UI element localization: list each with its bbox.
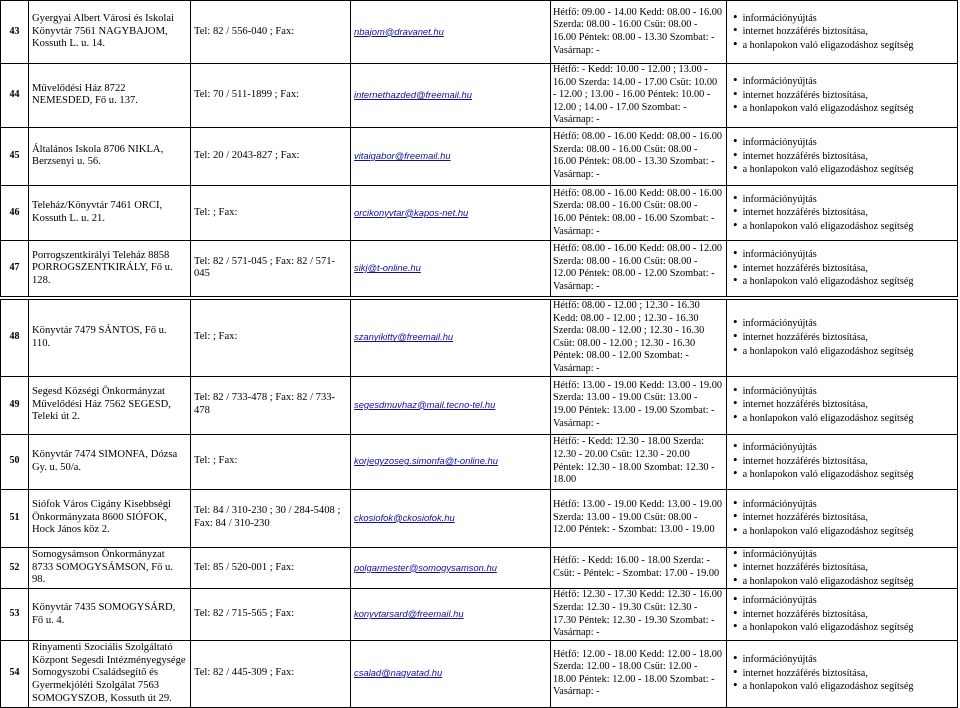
service-item: • internet hozzáférés biztosítása, — [733, 89, 954, 103]
table-row — [1, 376, 958, 434]
service-item: • információnyújtás — [733, 653, 954, 667]
table-row — [1, 127, 958, 185]
email-cell — [351, 1, 551, 64]
email-cell — [351, 240, 551, 296]
email-link[interactable]: sikj@t-online.hu — [354, 262, 421, 274]
email-link[interactable]: internethazded@freemail.hu — [354, 89, 472, 101]
service-item: • információnyújtás — [733, 248, 954, 262]
table-row — [1, 299, 958, 376]
email-cell — [351, 376, 551, 434]
email-link[interactable]: konyvtarsard@freemail.hu — [354, 608, 464, 620]
service-item: • internet hozzáférés biztosítása, — [733, 455, 954, 469]
services-list — [727, 240, 958, 296]
table-row — [1, 434, 958, 489]
service-item: • a honlapokon való eligazodáshoz segítség — [733, 621, 954, 635]
table-row — [1, 240, 958, 296]
opening-hours: Hétfő: 08.00 - 12.00 ; 12.30 - 16.30 Kedd: 08.00 - 12.00 ; 12.30 - 16.30 Szerda: 08.00 - 12.00 ; 12.30 - 16.30 Csüt: 08.00 - 12.00 ; 12.30 - 16.30 Péntek: 08.00 - 12.00 Szombat: - Vasárnap: - — [551, 299, 727, 376]
email-link[interactable]: ckosiofok@ckosiofok.hu — [354, 511, 455, 523]
service-item: • információnyújtás — [733, 548, 954, 562]
services-list — [727, 547, 958, 589]
service-item: • internet hozzáférés biztosítása, — [733, 150, 954, 164]
service-item: • információnyújtás — [733, 12, 954, 26]
phone-fax: Tel: 70 / 511-1899 ; Fax: — [191, 64, 351, 128]
email-link[interactable]: csalad@nagyatad.hu — [354, 667, 443, 679]
opening-hours: Hétfő: 13.00 - 19.00 Kedd: 13.00 - 19.00 Szerda: 13.00 - 19.00 Csüt: 13.00 - 19.00 Péntek: 13.00 - 19.00 Szombat: - Vasárnap: - — [551, 376, 727, 434]
email-cell — [351, 489, 551, 547]
row-number: 44 — [1, 64, 29, 128]
service-item: • információnyújtás — [733, 136, 954, 150]
service-item: • internet hozzáférés biztosítása, — [733, 511, 954, 525]
service-item: • internet hozzáférés biztosítása, — [733, 25, 954, 39]
table-row — [1, 64, 958, 128]
phone-fax: Tel: ; Fax: — [191, 185, 351, 240]
institution-name: Porrogszentkirályi Teleház 8858 PORROGSZENTKIRÁLY, Fő u. 128. — [29, 240, 191, 296]
email-cell — [351, 185, 551, 240]
institution-name: Művelődési Ház 8722 NEMESDED, Fő u. 137. — [29, 64, 191, 128]
service-item: • a honlapokon való eligazodáshoz segítség — [733, 102, 954, 116]
institution-name: Könyvtár 7474 SIMONFA, Dózsa Gy. u. 50/a. — [29, 434, 191, 489]
institution-name: Somogysámson Önkormányzat 8733 SOMOGYSÁMSON, Fő u. 98. — [29, 547, 191, 589]
opening-hours: Hétfő: 08.00 - 16.00 Kedd: 08.00 - 16.00 Szerda: 08.00 - 16.00 Csüt: 08.00 - 16.00 Péntek: 08.00 - 13.30 Szombat: - Vasárnap: - — [551, 127, 727, 185]
phone-fax: Tel: 82 / 715-565 ; Fax: — [191, 589, 351, 640]
phone-fax: Tel: 84 / 310-230 ; 30 / 284-5408 ; Fax: 84 / 310-230 — [191, 489, 351, 547]
service-item: • információnyújtás — [733, 385, 954, 399]
table-row — [1, 640, 958, 707]
institution-name: Teleház/Könyvtár 7461 ORCI, Kossuth L. u. 21. — [29, 185, 191, 240]
table-row — [1, 489, 958, 547]
service-item: • információnyújtás — [733, 317, 954, 331]
table-row — [1, 547, 958, 589]
row-number: 52 — [1, 547, 29, 589]
services-list — [727, 489, 958, 547]
row-number: 49 — [1, 376, 29, 434]
services-list — [727, 127, 958, 185]
phone-fax: Tel: ; Fax: — [191, 434, 351, 489]
email-link[interactable]: nbajom@dravanet.hu — [354, 25, 444, 37]
email-cell — [351, 434, 551, 489]
opening-hours: Hétfő: 12.30 - 17.30 Kedd: 12.30 - 16.00 Szerda: 12.30 - 19.30 Csüt: 12.30 - 17.30 Péntek: 12.30 - 19.30 Szombat: - Vasárnap: - — [551, 589, 727, 640]
row-number: 50 — [1, 434, 29, 489]
phone-fax: Tel: 20 / 2043-827 ; Fax: — [191, 127, 351, 185]
service-item: • a honlapokon való eligazodáshoz segítség — [733, 345, 954, 359]
opening-hours: Hétfő: 08.00 - 16.00 Kedd: 08.00 - 12.00 Szerda: 08.00 - 16.00 Csüt: 08.00 - 12.00 Péntek: 08.00 - 12.00 Szombat: - Vasárnap: - — [551, 240, 727, 296]
services-list — [727, 185, 958, 240]
institution-name: Rinyamenti Szociális Szolgáltató Központ Segesdi Intézményegysége Somogyszobi Családsegítő és Gyermekjóléti Szolgálat 7563 SOMOGYSZOB, Kossuth út 29. — [29, 640, 191, 707]
service-item: • a honlapokon való eligazodáshoz segítség — [733, 163, 954, 177]
table-row — [1, 589, 958, 640]
service-item: • internet hozzáférés biztosítása, — [733, 667, 954, 681]
row-number: 47 — [1, 240, 29, 296]
opening-hours: Hétfő: - Kedd: 12.30 - 18.00 Szerda: 12.30 - 20.00 Csüt: 12.30 - 20.00 Péntek: 12.30 - 18.00 Szombat: 12.30 - 18.00 — [551, 434, 727, 489]
phone-fax: Tel: 82 / 556-040 ; Fax: — [191, 1, 351, 64]
table-row — [1, 1, 958, 64]
service-item: • a honlapokon való eligazodáshoz segítség — [733, 468, 954, 482]
services-list — [727, 640, 958, 707]
row-number: 54 — [1, 640, 29, 707]
email-link[interactable]: szanyikitty@freemail.hu — [354, 331, 454, 343]
email-link[interactable]: orcikonyvtar@kapos-net.hu — [354, 206, 469, 218]
table-body — [1, 1, 958, 708]
service-item: • a honlapokon való eligazodáshoz segítség — [733, 575, 954, 589]
institution-name: Siófok Város Cigány Kisebbségi Önkormányzata 8600 SIÓFOK, Hock János köz 2. — [29, 489, 191, 547]
email-cell — [351, 547, 551, 589]
service-item: • a honlapokon való eligazodáshoz segítség — [733, 525, 954, 539]
email-link[interactable]: vitaigabor@freemail.hu — [354, 150, 451, 162]
service-item: • információnyújtás — [733, 193, 954, 207]
email-cell — [351, 127, 551, 185]
service-item: • a honlapokon való eligazodáshoz segítség — [733, 412, 954, 426]
opening-hours: Hétfő: - Kedd: 10.00 - 12.00 ; 13.00 - 16.00 Szerda: 14.00 - 17.00 Csüt: 10.00 - 12.00 ; 13.00 - 16.00 Péntek: 10.00 - 12.00 ; 14.00 - 17.00 Szombat: - Vasárnap: - — [551, 64, 727, 128]
service-item: • információnyújtás — [733, 441, 954, 455]
row-number: 53 — [1, 589, 29, 640]
row-number: 45 — [1, 127, 29, 185]
phone-fax: Tel: 82 / 445-309 ; Fax: — [191, 640, 351, 707]
email-cell — [351, 64, 551, 128]
email-link[interactable]: korjegyzoseg.simonfa@t-online.hu — [354, 455, 498, 467]
row-number: 48 — [1, 299, 29, 376]
opening-hours: Hétfő: 09.00 - 14.00 Kedd: 08.00 - 16.00 Szerda: 08.00 - 16.00 Csüt: 08.00 - 16.00 Péntek: 08.00 - 13.30 Szombat: - Vasárnap: - — [551, 1, 727, 64]
table-row — [1, 185, 958, 240]
phone-fax: Tel: 85 / 520-001 ; Fax: — [191, 547, 351, 589]
opening-hours: Hétfő: 13.00 - 19.00 Kedd: 13.00 - 19.00 Szerda: 13.00 - 19.00 Csüt: 08.00 - 12.00 Péntek: - Szombat: 13.00 - 19.00 — [551, 489, 727, 547]
email-cell — [351, 640, 551, 707]
services-list — [727, 64, 958, 128]
opening-hours: Hétfő: - Kedd: 16.00 - 18.00 Szerda: - Csüt: - Péntek: - Szombat: 17.00 - 19.00 — [551, 547, 727, 589]
institution-name: Könyvtár 7479 SÁNTOS, Fő u. 110. — [29, 299, 191, 376]
email-link[interactable]: segesdmuvhaz@mail.tecno-tel.hu — [354, 398, 496, 410]
service-item: • internet hozzáférés biztosítása, — [733, 331, 954, 345]
phone-fax: Tel: 82 / 571-045 ; Fax: 82 / 571-045 — [191, 240, 351, 296]
service-item: • internet hozzáférés biztosítása, — [733, 206, 954, 220]
institution-name: Általános Iskola 8706 NIKLA, Berzsenyi u. 56. — [29, 127, 191, 185]
email-cell — [351, 589, 551, 640]
services-list — [727, 434, 958, 489]
phone-fax: Tel: 82 / 733-478 ; Fax: 82 / 733-478 — [191, 376, 351, 434]
service-item: • a honlapokon való eligazodáshoz segítség — [733, 39, 954, 53]
institution-name: Segesd Községi Önkormányzat Művelődési Ház 7562 SEGESD, Teleki út 2. — [29, 376, 191, 434]
row-number: 43 — [1, 1, 29, 64]
services-list — [727, 589, 958, 640]
service-item: • információnyújtás — [733, 594, 954, 608]
service-item: • internet hozzáférés biztosítása, — [733, 608, 954, 622]
email-link[interactable]: polgarmester@somogysamson.hu — [354, 561, 497, 573]
services-list — [727, 299, 958, 376]
institution-name: Gyergyai Albert Városi és Iskolai Könyvtár 7561 NAGYBAJOM, Kossuth L. u. 14. — [29, 1, 191, 64]
email-cell — [351, 299, 551, 376]
services-list — [727, 376, 958, 434]
service-item: • internet hozzáférés biztosítása, — [733, 398, 954, 412]
service-item: • információnyújtás — [733, 498, 954, 512]
service-item: • a honlapokon való eligazodáshoz segítség — [733, 680, 954, 694]
institution-name: Könyvtár 7435 SOMOGYSÁRD, Fő u. 4. — [29, 589, 191, 640]
opening-hours: Hétfő: 08.00 - 16.00 Kedd: 08.00 - 16.00 Szerda: 08.00 - 16.00 Csüt: 08.00 - 16.00 Péntek: 08.00 - 16.00 Szombat: - Vasárnap: - — [551, 185, 727, 240]
service-item: • a honlapokon való eligazodáshoz segítség — [733, 220, 954, 234]
row-number: 51 — [1, 489, 29, 547]
service-item: • internet hozzáférés biztosítása, — [733, 561, 954, 575]
opening-hours: Hétfő: 12.00 - 18.00 Kedd: 12.00 - 18.00 Szerda: 12.00 - 18.00 Csüt: 12.00 - 18.00 Péntek: 12.00 - 18.00 Szombat: - Vasárnap: - — [551, 640, 727, 707]
service-item: • internet hozzáférés biztosítása, — [733, 262, 954, 276]
phone-fax: Tel: ; Fax: — [191, 299, 351, 376]
services-list — [727, 1, 958, 64]
service-item: • a honlapokon való eligazodáshoz segítség — [733, 275, 954, 289]
row-number: 46 — [1, 185, 29, 240]
service-item: • információnyújtás — [733, 75, 954, 89]
